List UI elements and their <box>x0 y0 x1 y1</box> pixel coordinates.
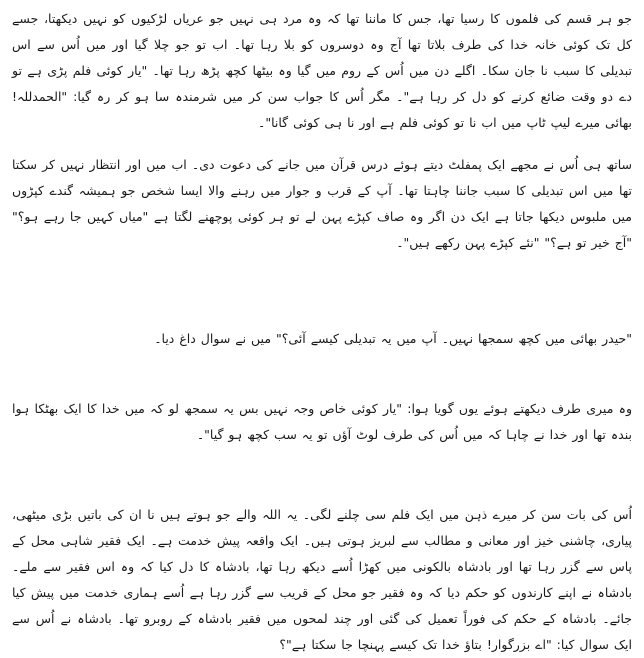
paragraph-1: جو ہر قسم کی فلموں کا رسیا تھا، جس کا ماننا تھا کہ وہ مرد ہی نہیں جو عریاں لڑکیوں کو نہیں دیکھتا، جسے کل تک کوئی خانہ خدا کی طرف بلاتا تھا آج وہ دوسروں کو بلا رہا تھا۔ اب تو جو چلا گیا اور میں اُس سے اس تبدیلی کا سبب نا جان سکا۔ اگلے دن میں اُس کے روم میں گیا وہ بیٹھا کچھ پڑھ رہا تھا۔ "یار کوئی فلم پڑی ہے تو دے دو وقت ضائع کرنے کو دل کر رہا ہے"۔ مگر اُس کا جواب سن کر میں شرمندہ سا ہو کر رہ گیا: "الحمدللہ! بھائی میرے لیپ ٹاپ میں اب نا تو کوئی فلم ہے اور نا ہی کوئی گانا"۔ <box>12 11 632 130</box>
paragraph-2: ساتھ ہی اُس نے مجھے ایک پمفلٹ دیتے ہوئے درس قرآن میں جانے کی دعوت دی۔ اب میں اور انتظار نہیں کر سکتا تھا میں اس تبدیلی کا سبب جاننا چاہتا تھا۔ آپ کے قرب و جوار میں رہنے والا ایسا شخص جو ہمیشہ گندے کپڑوں میں ملبوس دیکھا جاتا ہے ایک دن اگر وہ صاف کپڑے پہن لے تو ہر کوئی پوچھنے لگتا ہے "میاں کہیں جا رہے ہو؟" "آج خیر تو ہے؟" "نئے کپڑے پہن رکھے ہیں"۔ <box>12 157 632 250</box>
document-page <box>12 6 632 652</box>
paragraph-3: "حیدر بھائی میں کچھ سمجھا نہیں۔ آپ میں یہ تبدیلی کیسے آئی؟" میں نے سوال داغ دیا۔ <box>154 331 632 346</box>
paragraph-5: اُس کی بات سن کر میرے ذہن میں ایک فلم سی چلنے لگی۔ یہ اللہ والے جو ہوتے ہیں نا ان کی باتیں بڑی میٹھی، پیاری، چاشنی خیز اور معانی و مطالب سے لبریز ہوتی ہیں۔ ایک واقعہ پیش خدمت ہے۔ ایک فقیر شاہی محل کے پاس سے گزر رہا تھا اور بادشاہ بالکونی میں کھڑا اُسے دیکھ رہا تھا، بادشاہ کا دل کیا کہ وہ اس فقیر سے ملے۔ بادشاہ نے اپنے کارندوں کو حکم دیا کہ وہ فقیر جو محل کے قریب سے گزر رہا ہے اُسے ہماری خدمت میں پیش کیا جائے۔ بادشاہ کے حکم کی فوراً تعمیل کی گئی اور چند لمحوں میں فقیر بادشاہ کے روبرو تھا۔ بادشاہ نے اُس سے ایک سوال کیا: "اے بزرگوار! بتاؤ خدا تک کیسے پہنچا جا سکتا ہے"؟ <box>12 507 632 652</box>
paragraph-4: وہ میری طرف دیکھتے ہوئے یوں گویا ہوا: "یار کوئی خاص وجہ نہیں بس یہ سمجھ لو کہ میں خدا کا ایک بھٹکا ہوا بندہ تھا اور خدا نے چاہا کہ میں اُس کی طرف لوٹ آؤں تو یہ سب کچھ ہو گیا"۔ <box>12 401 632 442</box>
